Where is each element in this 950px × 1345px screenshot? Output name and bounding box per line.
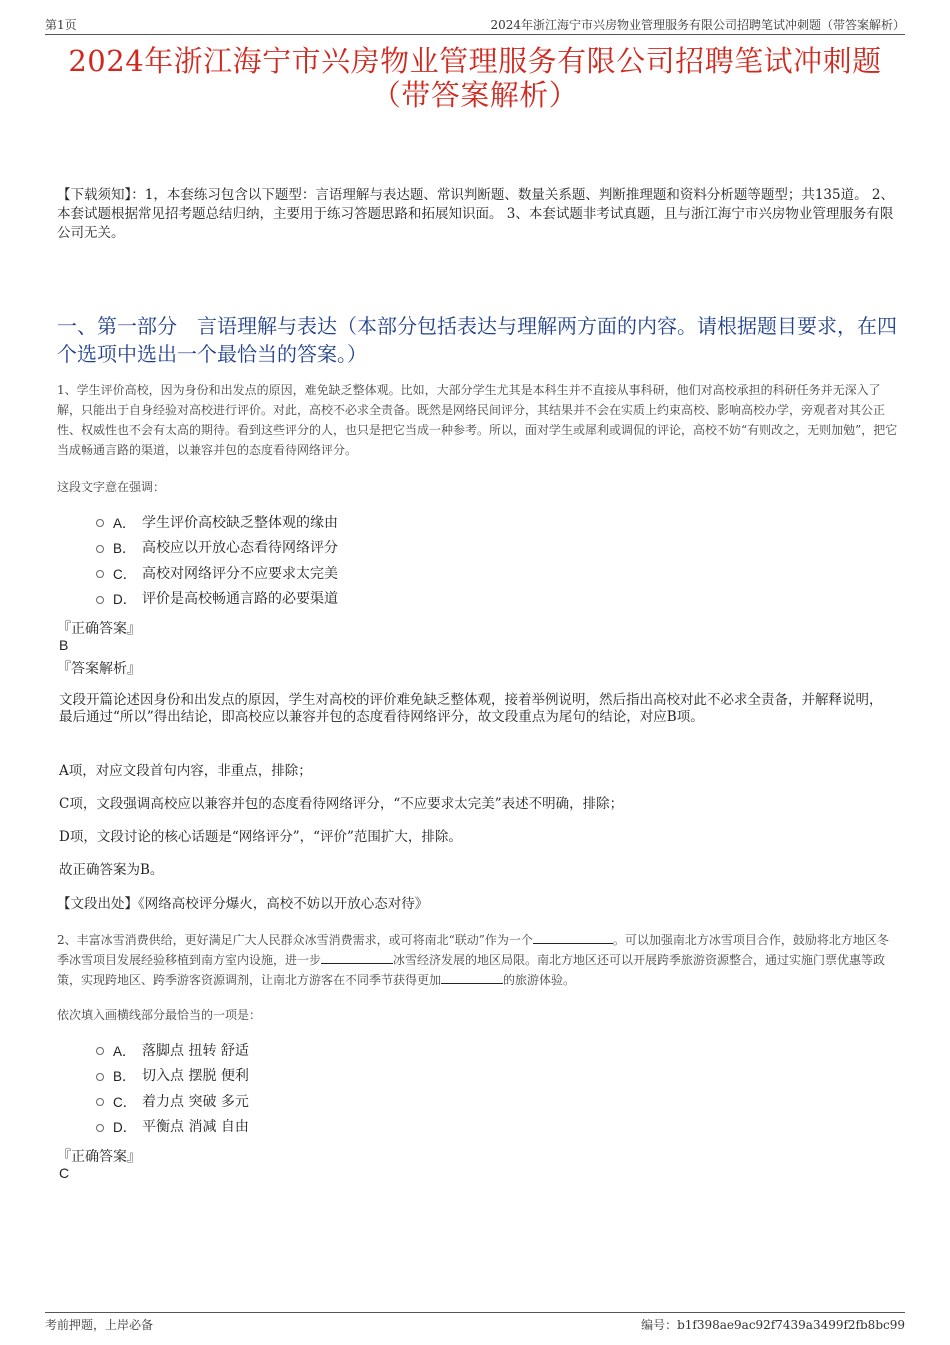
q2-text-part-2: 。可以加强南北方冰雪项目合作，鼓励将北方地区冬季冰雪项目发展经验移植到南方室内设施，进一步 (57, 933, 889, 967)
option-text: 高校应以开放心态看待网络评分 (142, 540, 338, 557)
option-letter: B． (113, 1069, 136, 1085)
fill-blank-2 (321, 950, 393, 964)
answer-value: B (59, 637, 69, 653)
question-1-options (96, 509, 338, 611)
option-text: 落脚点 扭转 舒适 (142, 1042, 249, 1059)
option-d[interactable] (96, 1114, 249, 1140)
answer-label: 『正确答案』 (57, 1149, 141, 1165)
radio-icon[interactable] (96, 596, 104, 604)
radio-icon[interactable] (96, 1047, 104, 1055)
passage-source: 【文段出处】《网络高校评分爆火，高校不妨以开放心态对待》 (57, 896, 429, 912)
option-text: 切入点 摆脱 便利 (142, 1068, 249, 1085)
section-heading: 一、第一部分 言语理解与表达（本部分包括表达与理解两方面的内容。请根据题目要求，在四个选项中选出一个最恰当的答案。） (57, 314, 897, 366)
option-d[interactable] (96, 586, 338, 612)
radio-icon[interactable] (96, 545, 104, 553)
radio-icon[interactable] (96, 1073, 104, 1081)
option-a[interactable] (96, 1037, 249, 1063)
option-c[interactable] (96, 1088, 249, 1114)
q2-text-part-4: 的旅游体验。 (503, 973, 576, 987)
q2-text-part-1: 2、丰富冰雪消费供给，更好满足广大人民群众冰雪消费需求，或可将南北“联动”作为一个 (57, 933, 533, 947)
option-letter: C． (113, 566, 137, 582)
analysis-option-c: C项，文段强调高校应以兼容并包的态度看待网络评分，“不应要求太完美”表述不明确，排除； (59, 796, 624, 812)
option-a[interactable] (96, 509, 338, 535)
option-letter: B． (113, 541, 136, 557)
page-footer (45, 1312, 905, 1332)
analysis-option-a: A项，对应文段首句内容，非重点，排除； (59, 763, 312, 779)
fill-blank-1 (533, 930, 613, 944)
header-title: 2024年浙江海宁市兴房物业管理服务有限公司招聘笔试冲刺题（带答案解析） (490, 18, 905, 32)
page-number: 第1页 (45, 18, 77, 32)
question-1-text: 1、学生评价高校，因为身份和出发点的原因，难免缺乏整体观。比如，大部分学生尤其是本科生并不直接从事科研，他们对高校承担的科研任务并无深入了解，只能出于自身经验对高校进行评价。对此，高校不必求全责备。既然是网络民间评分，其结果并不会在实质上约束高校、影响高校办学，旁观者对其公正性、权威性也不会有太高的期待。看到这些评分的人，也只是把它当成一种参考。所以，面对学生或犀利或调侃的评论，高校不妨“有则改之，无则加勉”，把它当成畅通言路的渠道，以兼容并包的态度看待网络评分。 (57, 383, 898, 457)
fill-blank-3 (441, 970, 503, 984)
radio-icon[interactable] (96, 519, 104, 527)
title-line-1: 2024年浙江海宁市兴房物业管理服务有限公司招聘笔试冲刺题 (68, 44, 882, 78)
footer-slogan: 考前押题，上岸必备 (45, 1318, 154, 1332)
option-c[interactable] (96, 560, 338, 586)
option-text: 高校对网络评分不应要求太完美 (142, 565, 338, 582)
option-b[interactable] (96, 535, 338, 561)
option-letter: D． (113, 1120, 137, 1136)
option-b[interactable] (96, 1063, 249, 1089)
radio-icon[interactable] (96, 570, 104, 578)
question-2-options (96, 1037, 249, 1139)
page-header (45, 14, 905, 35)
analysis-label: 『答案解析』 (57, 661, 141, 677)
document-title (40, 44, 910, 112)
q2-text-part-3: 冰雪经济发展的地区局限。南北方地区还可以开展跨季旅游资源整合，通过实施门票优惠等政策，实现跨地区、跨季游客资源调剂，让南北方游客在不同季节获得更加 (57, 953, 886, 987)
option-letter: C． (113, 1094, 137, 1110)
option-text: 学生评价高校缺乏整体观的缘由 (142, 514, 338, 531)
option-letter: A． (113, 515, 136, 531)
question-2-prompt: 依次填入画横线部分最恰当的一项是： (57, 1008, 262, 1022)
answer-label: 『正确答案』 (57, 621, 141, 637)
analysis-option-d: D项，文段讨论的核心话题是“网络评分”，“评价”范围扩大，排除。 (59, 829, 462, 845)
option-text: 着力点 突破 多元 (142, 1093, 249, 1110)
radio-icon[interactable] (96, 1124, 104, 1132)
option-text: 平衡点 消减 自由 (142, 1119, 249, 1136)
title-line-2: （带答案解析） (371, 78, 579, 112)
question-2-text (57, 930, 899, 990)
analysis-text: 文段开篇论述因身份和出发点的原因，学生对高校的评价难免缺乏整体观，接着举例说明，然后指出高校对此不必求全责备，并解释说明，最后通过“所以”得出结论，即高校应以兼容并包的态度看待网络评分，故文段重点为尾句的结论，对应B项。 (59, 692, 883, 725)
footer-serial: 编号：b1f398ae9ac92f7439a3499f2fb8bc99 (641, 1318, 905, 1332)
option-text: 评价是高校畅通言路的必要渠道 (142, 591, 338, 608)
option-letter: A． (113, 1043, 136, 1059)
option-letter: D． (113, 592, 137, 608)
download-notice: 【下载须知】：1，本套练习包含以下题型：言语理解与表达题、常识判断题、数量关系题、判断推理题和资料分析题等题型；共135道。 2、本套试题根据常见招考题总结归纳，主要用于练习答题思路和拓展知识面。 3、本套试题非考试真题，且与浙江海宁市兴房物业管理服务有限公司无关。 (57, 187, 894, 241)
answer-value: C (59, 1165, 70, 1181)
analysis-conclusion: 故正确答案为B。 (59, 862, 164, 878)
radio-icon[interactable] (96, 1098, 104, 1106)
question-1-prompt: 这段文字意在强调： (57, 480, 166, 494)
